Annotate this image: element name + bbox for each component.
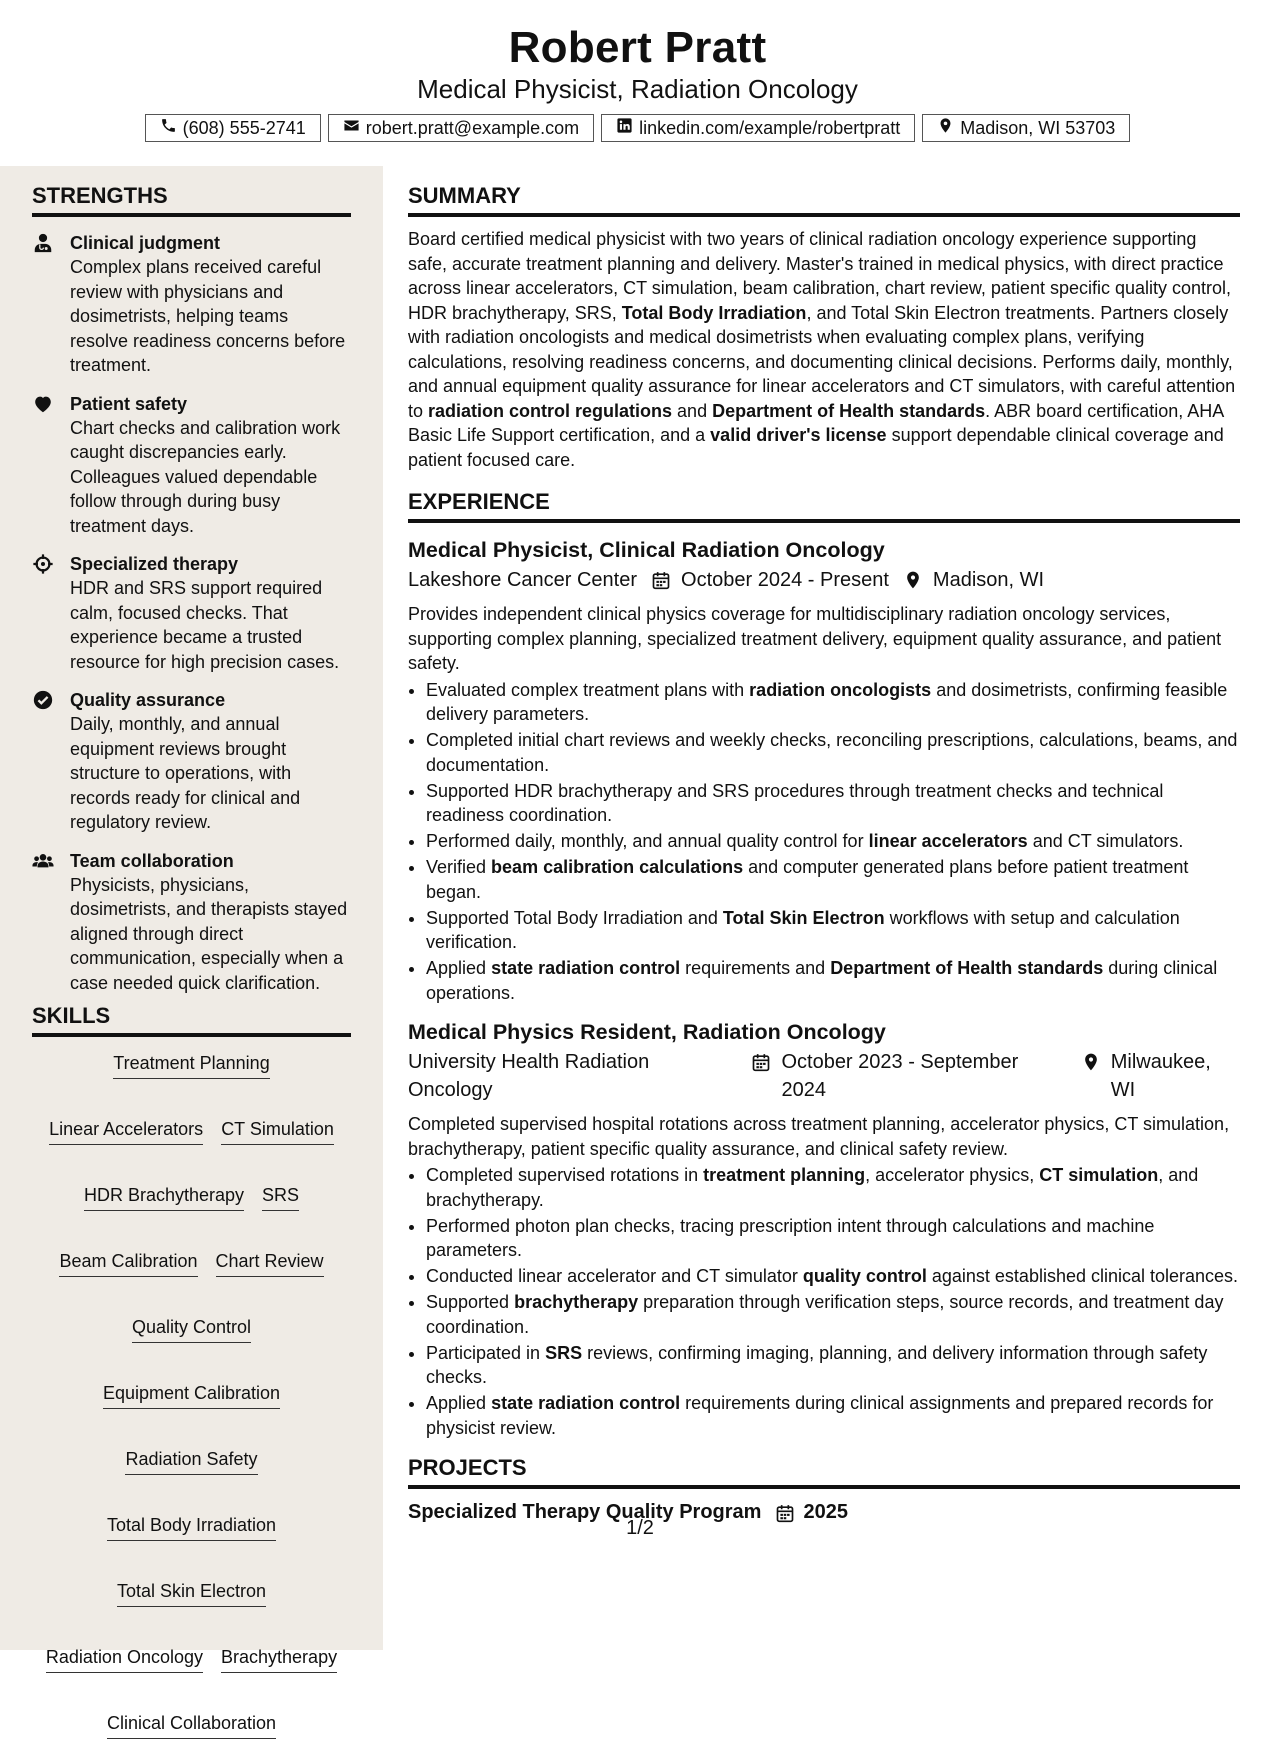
project-entry: [408, 1497, 1240, 1527]
contact-email[interactable]: [328, 114, 594, 142]
strength-item: [32, 552, 351, 674]
location-icon: [1081, 1052, 1101, 1072]
job-title: Medical Physicist, Clinical Radiation Oncology: [408, 538, 885, 562]
doctor-icon: [32, 232, 54, 254]
strengths-heading: STRENGTHS: [32, 182, 351, 217]
job-entry: [408, 1017, 1240, 1440]
strength-desc: Daily, monthly, and annual equipment reviews brought structure to operations, with records ready for clinical and regulatory review.: [70, 714, 301, 832]
job-entry: [408, 535, 1240, 1005]
skill-tag: Chart Review: [216, 1249, 324, 1277]
sidebar: [0, 166, 383, 1733]
strengths-list: [32, 231, 351, 995]
location-icon: [937, 114, 954, 142]
skills-section: [32, 1002, 351, 1739]
experience-section: [408, 488, 1240, 1440]
phone-icon: [160, 114, 177, 142]
skill-tag: Treatment Planning: [113, 1051, 269, 1079]
summary-heading: SUMMARY: [408, 182, 1240, 217]
skill-tag: Clinical Collaboration: [107, 1711, 276, 1739]
job-bullet: • Supported brachytherapy preparation through verification steps, source records, and treatment day coordination.: [426, 1290, 1240, 1339]
strength-title: Clinical judgment: [70, 233, 221, 253]
candidate-title: Medical Physicist, Radiation Oncology: [417, 74, 858, 104]
resume-header: [0, 0, 1275, 166]
job-company: Lakeshore Cancer Center: [408, 569, 638, 591]
contact-location-text: Madison, WI 53703: [960, 118, 1116, 138]
job-bullet: • Applied state radiation control requirements and Department of Health standards during clinical operations.: [426, 956, 1240, 1005]
strength-item: [32, 231, 351, 378]
envelope-icon: [343, 114, 360, 142]
summary-text: Board certified medical physicist with two years of clinical radiation oncology experience supporting safe, accurate treatment planning and delivery. Master's trained in medical physics, with direct practice across linear accelerators, CT simulation, beam calibration, chart review, patient specific quality control, HDR brachytherapy, SRS, Total Body Irradiation, and Total Skin Electron treatments. Partners closely with radiation oncologists and medical dosimetrists when evaluating complex plans, verifying calculations, resolving readiness concerns, and documenting clinical decisions. Performs daily, monthly, and annual equipment quality assurance for linear accelerators and CT simulators, with careful attention to radiation control regulations and Department of Health standards. ABR board certification, AHA Basic Life Support certification, and a valid driver's license support dependable clinical coverage and patient focused care.: [408, 229, 1236, 470]
projects-section: [408, 1454, 1240, 1527]
experience-heading: EXPERIENCE: [408, 488, 1240, 523]
strength-title: Quality assurance: [70, 690, 226, 710]
job-bullet: • Performed photon plan checks, tracing prescription intent through calculations and machine parameters.: [426, 1214, 1240, 1263]
summary-section: [408, 182, 1240, 472]
job-bullet: • Supported Total Body Irradiation and Total Skin Electron workflows with setup and calculation verification.: [426, 906, 1240, 955]
calendar-icon: [651, 570, 671, 590]
skill-tag: HDR Brachytherapy: [84, 1183, 244, 1211]
strength-title: Patient safety: [70, 393, 188, 414]
skill-tag: CT Simulation: [221, 1117, 334, 1145]
strength-title: Specialized therapy: [70, 554, 239, 574]
strength-desc: Complex plans received careful review with physicians and dosimetrists, helping teams resolve readiness concerns before treatment.: [70, 257, 346, 375]
skills-heading: SKILLS: [32, 1002, 351, 1037]
job-bullet: • Conducted linear accelerator and CT simulator quality control against established clinical tolerances.: [426, 1264, 1240, 1289]
project-title: Specialized Therapy Quality Program: [408, 1501, 762, 1523]
job-bullets: [408, 678, 1240, 1006]
job-dates: October 2023 - September 2024: [781, 1051, 1019, 1101]
skill-tag: Radiation Safety: [125, 1447, 257, 1475]
projects-heading: PROJECTS: [408, 1454, 1240, 1489]
job-bullet: • Participated in SRS reviews, confirming imaging, planning, and delivery information through safety checks.: [426, 1341, 1240, 1390]
job-dates: October 2024 - Present: [681, 569, 889, 591]
page-number: 1/2: [626, 1517, 654, 1539]
strength-item: [32, 849, 351, 996]
check-circle-icon: [32, 689, 54, 711]
job-bullet: • Supported HDR brachytherapy and SRS procedures through treatment checks and technical readiness coordination.: [426, 779, 1240, 828]
skill-tag: Brachytherapy: [221, 1645, 337, 1673]
job-meta: [408, 566, 1240, 594]
job-bullet: • Performed daily, monthly, and annual quality control for linear accelerators and CT simulators.: [426, 829, 1240, 854]
job-location: Milwaukee, WI: [1110, 1051, 1211, 1101]
main-column: [408, 166, 1240, 1527]
skill-tag: Quality Control: [132, 1315, 251, 1343]
skill-tag: Linear Accelerators: [49, 1117, 203, 1145]
linkedin-icon: [616, 114, 633, 142]
users-icon: [32, 850, 54, 872]
skills-list: [32, 1051, 351, 1739]
project-year: 2025: [803, 1501, 848, 1523]
strength-desc: HDR and SRS support required calm, focused checks. That experience became a trusted resource for high precision cases.: [70, 578, 340, 672]
strength-desc: Physicists, physicians, dosimetrists, and therapists stayed aligned through direct communication, especially when a case needed quick clarification.: [70, 874, 348, 993]
job-title: Medical Physics Resident, Radiation Oncology: [408, 1020, 886, 1044]
location-icon: [903, 570, 923, 590]
skill-tag: Beam Calibration: [59, 1249, 197, 1277]
job-location: Madison, WI: [932, 569, 1045, 591]
strength-title: Team collaboration: [70, 850, 234, 871]
calendar-icon: [751, 1052, 771, 1072]
contact-phone[interactable]: [145, 114, 321, 142]
contact-email-text: robert.pratt@example.com: [365, 118, 580, 138]
strengths-section: [32, 182, 351, 995]
strength-desc: Chart checks and calibration work caught discrepancies early. Colleagues valued dependable follow through during busy treatment days.: [70, 417, 341, 536]
heart-icon: [32, 393, 54, 415]
job-bullet: • Completed initial chart reviews and weekly checks, reconciling prescriptions, calculations, beams, and documentation.: [426, 728, 1240, 777]
job-bullets: [408, 1163, 1240, 1440]
skill-tag: Radiation Oncology: [46, 1645, 203, 1673]
strength-item: [32, 688, 351, 835]
skill-tag: Total Body Irradiation: [107, 1513, 276, 1541]
contact-bar: [0, 114, 1275, 144]
candidate-name: Robert Pratt: [508, 23, 767, 72]
job-bullet: • Evaluated complex treatment plans with radiation oncologists and dosimetrists, confirming feasible delivery parameters.: [426, 678, 1240, 727]
contact-location: [922, 114, 1130, 142]
skill-tag: Equipment Calibration: [103, 1381, 280, 1409]
contact-linkedin[interactable]: [601, 114, 915, 142]
job-description: Completed supervised hospital rotations across treatment planning, accelerator physics, CT simulation, brachytherapy, patient specific quality assurance, and clinical safety review.: [408, 1114, 1230, 1159]
job-bullet: • Applied state radiation control requirements during clinical assignments and prepared records for physicist review.: [426, 1391, 1240, 1440]
skill-tag: SRS: [262, 1183, 299, 1211]
strength-item: [32, 392, 351, 539]
calendar-icon: [775, 1502, 795, 1522]
job-company: University Health Radiation Oncology: [408, 1051, 650, 1101]
contact-phone-text: (608) 555-2741: [182, 118, 306, 138]
contact-linkedin-text: linkedin.com/example/robertpratt: [639, 118, 901, 138]
skill-tag: Total Skin Electron: [117, 1579, 266, 1607]
job-meta: [408, 1048, 1240, 1104]
job-description: Provides independent clinical physics coverage for multidisciplinary radiation oncology services, supporting complex planning, specialized treatment delivery, equipment quality assurance, and patient safety.: [408, 604, 1222, 673]
job-bullet: • Verified beam calibration calculations and computer generated plans before patient treatment began.: [426, 855, 1240, 904]
job-bullet: • Completed supervised rotations in treatment planning, accelerator physics, CT simulation, and brachytherapy.: [426, 1163, 1240, 1212]
crosshair-icon: [32, 553, 54, 575]
